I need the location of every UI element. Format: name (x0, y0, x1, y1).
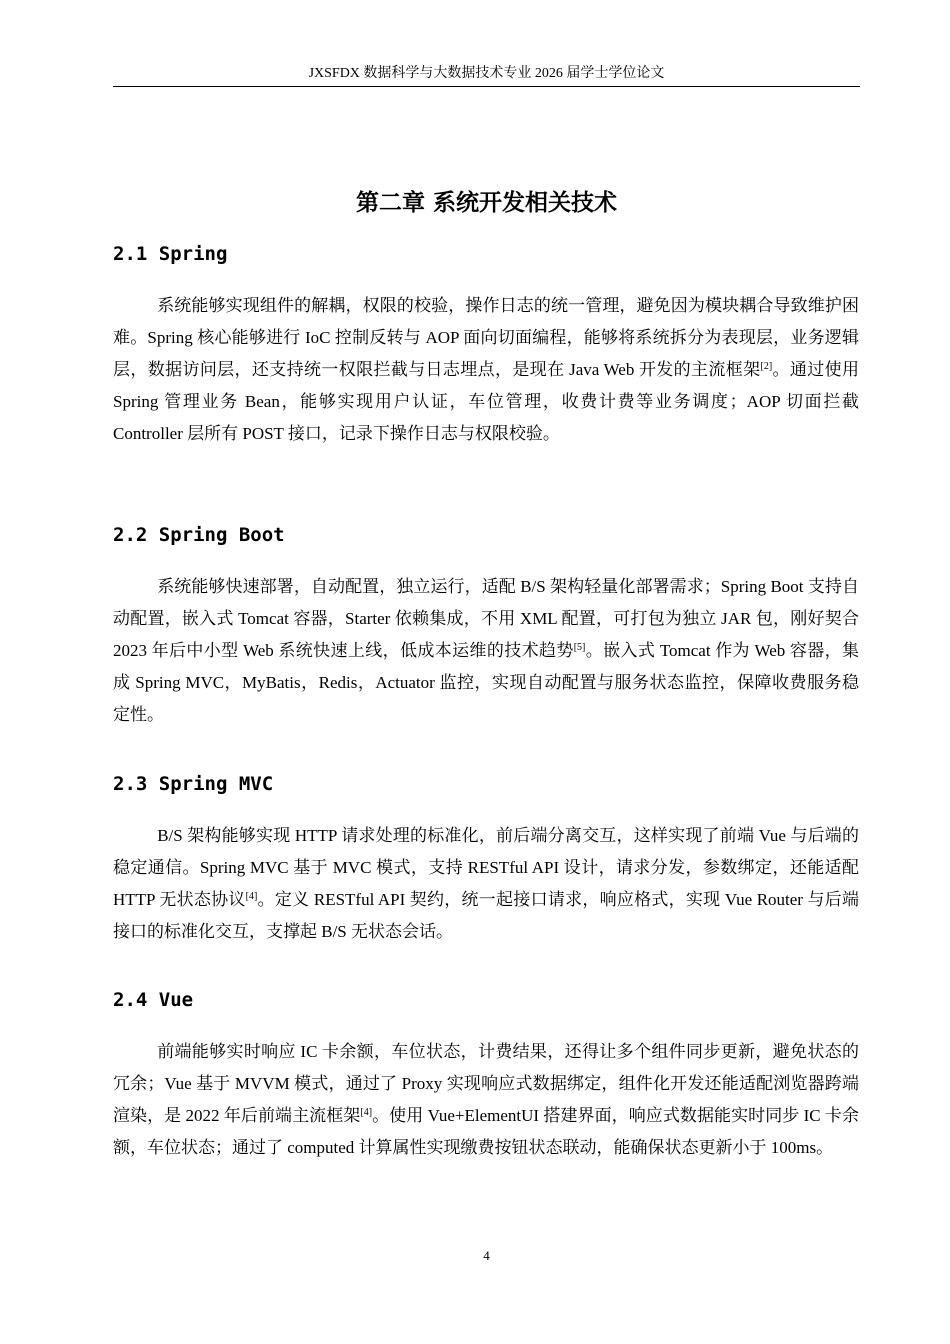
citation: [5] (573, 642, 586, 653)
paragraph-text: 。定义 RESTful API 契约，统一起接口请求，响应格式，实现 Vue Router 与后端接口的标准化交互，支撑起 B/S 无状态会话。 (113, 890, 859, 941)
section-heading-2-1: 2.1 Spring (113, 243, 228, 265)
paragraph-text: 。通过使用 Spring 管理业务 Bean，能够实现用户认证，车位管理，收费计费等业务调度；AOP 切面拦截 Controller 层所有 POST 接口，记录下操作日志与权限校验。 (113, 360, 859, 443)
citation: [4] (360, 1107, 373, 1118)
page-number: 4 (483, 1248, 490, 1263)
section-heading-2-2: 2.2 Spring Boot (113, 524, 285, 546)
page-header: JXSFDX 数据科学与大数据技术专业 2026 届学士学位论文 (308, 66, 665, 81)
section-paragraph-2-3 (113, 820, 859, 948)
paragraph-text: 系统能够实现组件的解耦，权限的校验，操作日志的统一管理，避免因为模块耦合导致维护困难。Spring 核心能够进行 IoC 控制反转与 AOP 面向切面编程，能够将系统拆分为表现层，业务逻辑层，数据访问层，还支持统一权限拦截与日志埋点，是现在 Java Web 开发的主流框架 (113, 296, 859, 379)
paragraph-text: 前端能够实时响应 IC 卡余额，车位状态，计费结果，还得让多个组件同步更新，避免状态的冗余；Vue 基于 MVVM 模式，通过了 Proxy 实现响应式数据绑定，组件化开发还能适配浏览器跨端渲染，是 2022 年后前端主流框架 (113, 1042, 859, 1125)
chapter-title: 第二章 系统开发相关技术 (355, 190, 617, 216)
citation: [4] (245, 891, 258, 902)
paragraph-text: 系统能够快速部署，自动配置，独立运行，适配 B/S 架构轻量化部署需求；Spring Boot 支持自动配置，嵌入式 Tomcat 容器，Starter 依赖集成，不用 XML 配置，可打包为独立 JAR 包，刚好契合 2023 年后中小型 Web 系统快速上线，低成本运维的技术趋势 (113, 577, 859, 660)
section-paragraph-2-2 (113, 571, 859, 731)
paragraph-text: B/S 架构能够实现 HTTP 请求处理的标准化，前后端分离交互，这样实现了前端 Vue 与后端的稳定通信。Spring MVC 基于 MVC 模式，支持 RESTful API 设计，请求分发，参数绑定，还能适配 HTTP 无状态协议 (113, 826, 859, 909)
section-heading-2-4: 2.4 Vue (113, 989, 194, 1011)
header-rule (113, 86, 860, 87)
paragraph-text: 。嵌入式 Tomcat 作为 Web 容器，集成 Spring MVC，MyBatis，Redis，Actuator 监控，实现自动配置与服务状态监控，保障收费服务稳定性。 (113, 641, 859, 724)
section-paragraph-2-1 (113, 290, 859, 450)
citation: [2] (760, 361, 773, 372)
paragraph-text: 。使用 Vue+ElementUI 搭建界面，响应式数据能实时同步 IC 卡余额，车位状态；通过了 computed 计算属性实现缴费按钮状态联动，能确保状态更新小于 100ms。 (113, 1106, 859, 1157)
section-heading-2-3: 2.3 Spring MVC (113, 773, 274, 795)
section-paragraph-2-4 (113, 1036, 859, 1164)
